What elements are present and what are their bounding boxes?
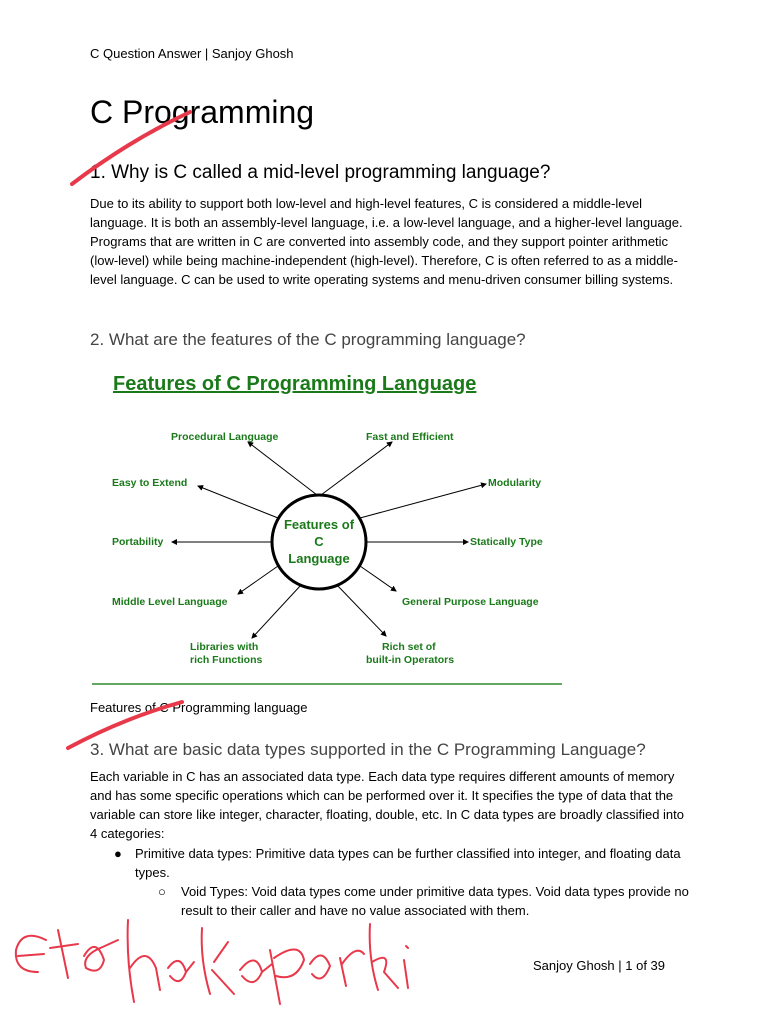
question-3-answer: Each variable in C has an associated data type. Each data type requires different amounts of memory and has some specific operations which can be performed over it. It specifies the type of data that the variable can store like integer, character, floating, double, etc. In C data types are broadly classified into 4 categories: [90, 769, 685, 841]
diagram-title: Features of C Programming Language [113, 373, 477, 395]
feature-libraries-line2: rich Functions [190, 654, 263, 666]
data-types-list [90, 844, 690, 920]
feature-middle: Middle Level Language [112, 596, 228, 608]
question-3-heading: 3. What are basic data types supported in the C Programming Language? [90, 740, 646, 759]
figure-caption: Features of C Programming language [90, 700, 308, 715]
sub-list-item [90, 882, 690, 920]
features-diagram [90, 366, 565, 686]
hollow-bullet-icon: ○ [158, 884, 166, 899]
feature-general: General Purpose Language [402, 596, 539, 608]
center-label-line2: C [314, 534, 324, 549]
sub-list-item-text: Void Types: Void data types come under primitive data types. Void data types provide no result to their caller and have no value associated with them. [181, 884, 689, 918]
feature-libraries-line1: Libraries with [190, 641, 259, 653]
feature-operators-line1: Rich set of [382, 641, 436, 653]
handwritten-scribble [16, 920, 408, 1004]
center-label-line1: Features of [283, 517, 355, 532]
feature-portability: Portability [112, 536, 164, 548]
document-title: C Programming [90, 94, 315, 130]
feature-extend: Easy to Extend [112, 477, 188, 489]
feature-static: Statically Type [470, 536, 543, 548]
feature-procedural: Procedural Language [171, 431, 279, 443]
page-header: C Question Answer | Sanjoy Ghosh [90, 46, 294, 61]
feature-modularity: Modularity [488, 477, 542, 489]
list-item-text: Primitive data types: Primitive data types can be further classified into integer, and floating data types. [135, 846, 681, 880]
list-item [90, 844, 690, 882]
feature-operators-line2: built-in Operators [366, 654, 455, 666]
center-label-line3: Language [288, 551, 350, 566]
feature-fast: Fast and Efficient [366, 431, 454, 443]
question-1-answer: Due to its ability to support both low-level and high-level features, C is considered a middle-level language. It is both an assembly-level language, i.e. a low-level language, and a higher-level language. Programs that are written in C are converted into assembly code, and they support pointer arithmetic (low-level) while being machine-independent (high-level). Therefore, C is often referred to as a middle-level language. C can be used to write operating systems and menu-driven consumer billing systems. [90, 196, 683, 287]
question-2-heading: 2. What are the features of the C programming language? [90, 330, 526, 349]
page-footer: Sanjoy Ghosh | 1 of 39 [533, 958, 666, 973]
bullet-icon: ● [114, 846, 122, 861]
question-1-heading: 1. Why is C called a mid-level programming language? [90, 162, 551, 183]
